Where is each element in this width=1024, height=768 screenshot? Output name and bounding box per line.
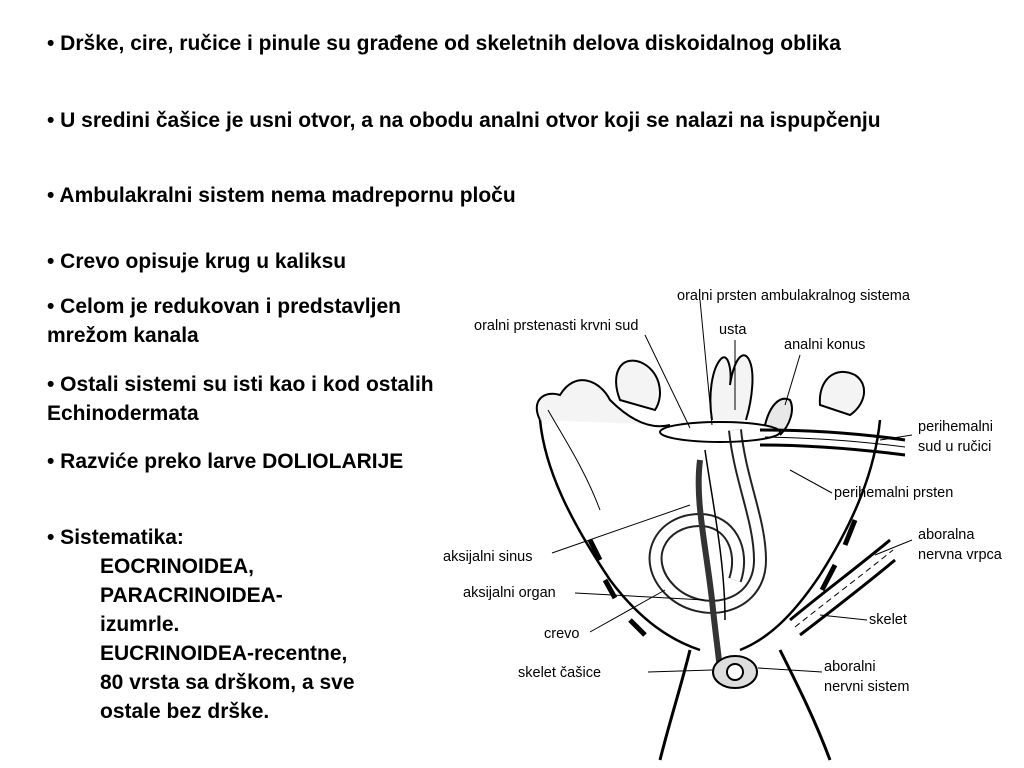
diagram-labels [443, 288, 1003, 695]
label-aboral-cord-2: nervna vrpca [918, 547, 1002, 563]
bullet-stalk-arms: • Drške, cire, ručice i pinule su građene od skeletnih delova diskoidalnog oblika [47, 32, 841, 55]
label-aboral-system-2: nervni sistem [824, 679, 910, 695]
diagram-illustration [537, 355, 905, 760]
systematics-line: izumrle. [100, 613, 180, 636]
systematics-line: EUCRINOIDEA-recentne, [100, 642, 348, 665]
systematics-line: PARACRINOIDEA- [100, 584, 283, 607]
label-axial-organ: aksijalni organ [463, 585, 556, 601]
systematics-line: EOCRINOIDEA, [100, 555, 255, 578]
label-axial-sinus: aksijalni sinus [443, 549, 533, 565]
label-skeleton: skelet [869, 612, 907, 628]
label-perihemal-arm-2: sud u ručici [918, 439, 992, 455]
bullet-coelom: • Celom je redukovan i predstavljen mrežom kanala [47, 295, 401, 347]
systematics-line: 80 vrsta sa drškom, a sve [100, 671, 355, 694]
bullet-gut: • Crevo opisuje krug u kaliksu [47, 250, 347, 273]
label-oral-blood-ring: oralni prstenasti krvni sud [474, 318, 639, 334]
label-aboral-system-1: aboralni [824, 659, 876, 675]
label-mouth: usta [719, 322, 747, 338]
label-cup-skeleton: skelet čašice [518, 665, 602, 681]
bullet-ambulacral: • Ambulakralni sistem nema madrepornu ploču [47, 184, 516, 207]
label-perihemal-ring: perihemalni prsten [834, 485, 954, 501]
label-perihemal-arm-1: perihemalni [918, 419, 993, 435]
bullet-other-systems: • Ostali sistemi su isti kao i kod ostalih Echinodermata [47, 373, 434, 425]
label-aboral-cord-1: aboralna [918, 527, 975, 543]
bullet-development: • Razviće preko larve DOLIOLARIJE [47, 450, 404, 473]
systematics-line: ostale bez drške. [100, 700, 270, 723]
label-anal-cone: analni konus [784, 337, 866, 353]
label-gut: crevo [544, 626, 580, 642]
bullet-systematics: • Sistematika: [47, 526, 184, 549]
bullet-mouth-anus: • U sredini čašice je usni otvor, a na obodu analni otvor koji se nalazi na ispupčenju [47, 109, 881, 132]
label-oral-ring: oralni prsten ambulakralnog sistema [677, 288, 910, 304]
